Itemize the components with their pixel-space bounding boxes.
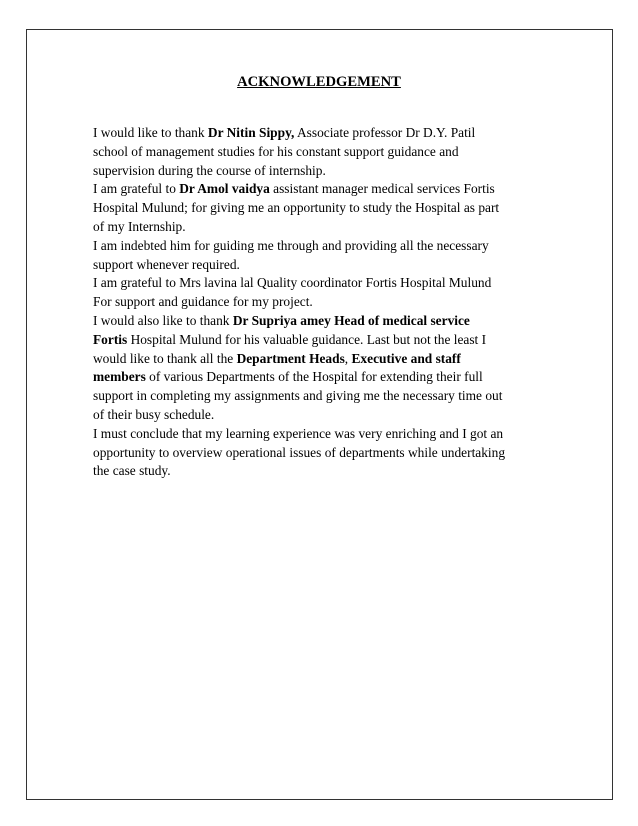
bold-text-run: Dr Supriya amey Head of medical service (232, 312, 470, 328)
body-line (93, 218, 553, 237)
body-line (93, 237, 553, 256)
body-line (93, 444, 553, 463)
acknowledgement-body (93, 124, 553, 481)
body-line (93, 199, 553, 218)
text-run: I would like to thank (93, 125, 208, 140)
body-line (93, 180, 553, 199)
text-run: supervision during the course of internship. (93, 162, 326, 178)
body-line (93, 162, 553, 181)
text-run: I am grateful to Mrs lavina lal Quality coordinator Fortis Hospital Mulund (93, 275, 492, 291)
body-line (93, 312, 553, 331)
body-line (93, 406, 553, 425)
bold-text-run: Fortis (93, 331, 128, 347)
text-run: Hospital Mulund; for giving me an opportunity to study the Hospital as part (93, 200, 500, 216)
body-line (93, 462, 553, 481)
text-run: support whenever required. (93, 256, 240, 272)
bold-text-run: Dr Amol vaidya (179, 181, 270, 197)
text-run: opportunity to overview operational issues of departments while undertaking (93, 444, 506, 460)
text-run: support in completing my assignments and giving me the necessary time out (93, 388, 503, 404)
body-line (93, 256, 553, 275)
body-line (93, 143, 553, 162)
body-line (93, 425, 553, 444)
text-run: I would also like to thank (93, 312, 233, 328)
body-line (93, 124, 553, 143)
body-line (93, 274, 553, 293)
text-run: Associate professor Dr D.Y. Patil (294, 125, 476, 140)
text-run: assistant manager medical services Fortis (269, 181, 495, 197)
body-line (93, 293, 553, 312)
body-line (93, 387, 553, 406)
text-run: , (344, 350, 352, 366)
text-run: the case study. (93, 463, 171, 479)
bold-text-run: Executive and staff (351, 350, 461, 366)
text-run: school of management studies for his constant support guidance and (93, 143, 459, 159)
text-run: Hospital Mulund for his valuable guidance. Last but not the least I (127, 331, 487, 347)
text-run: of various Departments of the Hospital for extending their full (145, 369, 483, 385)
document-title: ACKNOWLEDGEMENT (237, 74, 401, 90)
text-run: I am grateful to (93, 181, 180, 197)
text-run: of my Internship. (93, 218, 186, 234)
bold-text-run: members (93, 369, 146, 385)
body-line (93, 350, 553, 369)
text-run: of their busy schedule. (93, 406, 215, 422)
text-run: For support and guidance for my project. (93, 294, 313, 310)
text-run: I must conclude that my learning experience was very enriching and I got an (93, 425, 504, 441)
bold-text-run: Department Heads (236, 350, 345, 366)
body-line (93, 368, 553, 387)
text-run: would like to thank all the (93, 350, 237, 366)
body-line (93, 331, 553, 350)
text-run: I am indebted him for guiding me through and providing all the necessary (93, 237, 489, 253)
bold-text-run: Dr Nitin Sippy, (207, 125, 295, 140)
